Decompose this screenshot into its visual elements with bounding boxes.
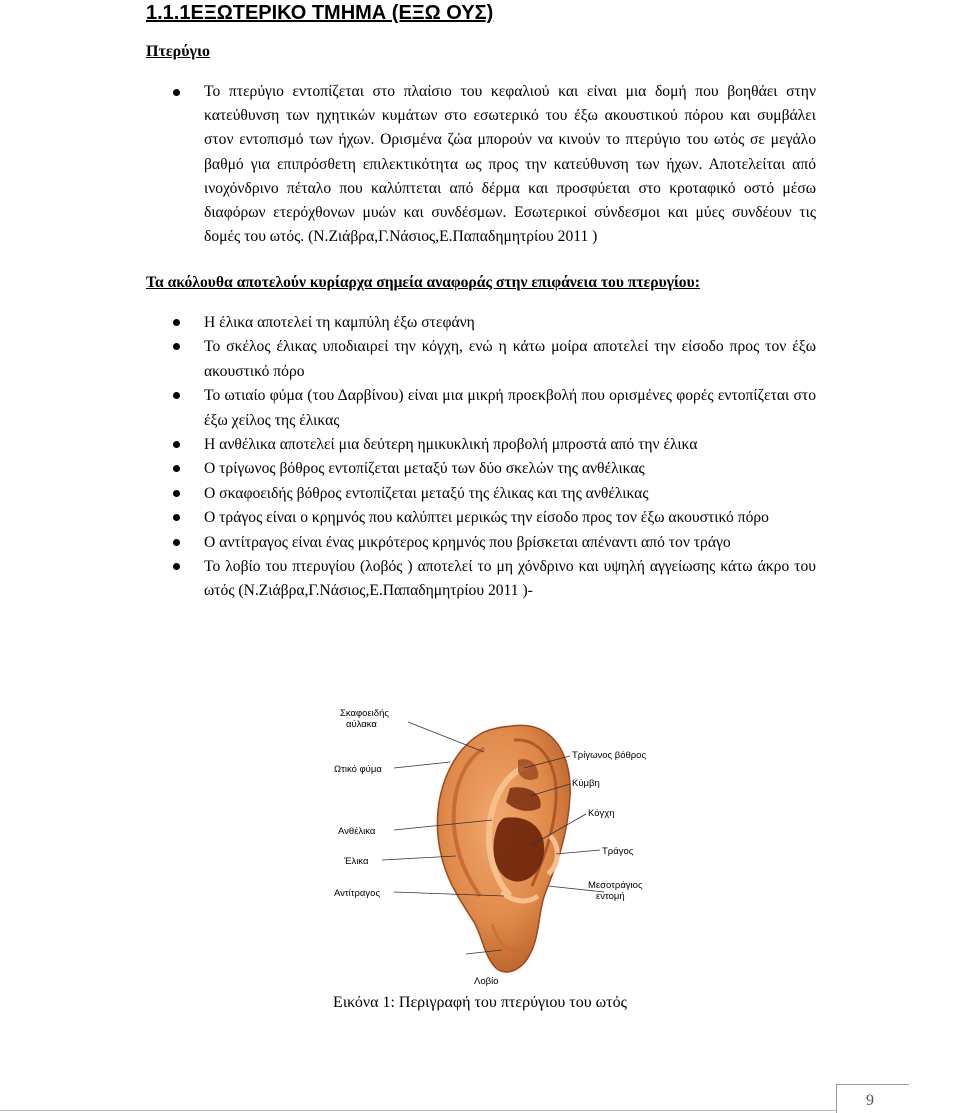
- list-item: [204, 335, 816, 384]
- label-cymba: Κύμβη: [572, 778, 600, 789]
- list-item: [204, 531, 816, 555]
- bullet-icon: [173, 441, 180, 448]
- list-item: [204, 555, 816, 604]
- ear-diagram: [334, 696, 654, 992]
- list-item-text: Η έλικα αποτελεί τη καμπύλη έξω στεφάνη: [204, 314, 475, 331]
- bullet-icon: [173, 89, 180, 96]
- label-concha: Κόγχη: [588, 808, 615, 819]
- list-item: [204, 384, 816, 433]
- label-antitragus: Αντίτραγος: [334, 888, 381, 899]
- list-item: [204, 506, 816, 530]
- label-scaphoid-2: αύλακα: [346, 719, 377, 730]
- bullet-icon: [173, 490, 180, 497]
- list-item-text: Ο αντίτραγος είναι ένας μικρότερος κρημνός που βρίσκεται απέναντι από τον τράγο: [204, 533, 731, 551]
- section-heading: 1.1.1ΕΞΩΤΕΡΙΚΟ ΤΜΗΜΑ (ΕΞΩ ΟΥΣ): [146, 2, 494, 24]
- list-item-text: Ο τρίγωνος βόθρος εντοπίζεται μεταξύ των δύο σκελών της ανθέλικας: [204, 460, 645, 478]
- list-item: [204, 457, 816, 481]
- label-intertragic-2: εντομή: [596, 891, 625, 902]
- list-item-text: Το ωτιαίο φύμα (του Δαρβίνου) είναι μια μικρή προεκβολή που ορισμένες φορές εντοπίζεται στο έξω χείλος της έλικας: [204, 387, 816, 429]
- bullet-icon: [173, 514, 180, 521]
- label-antihelix: Ανθέλικα: [338, 826, 376, 837]
- bullet-icon: [173, 539, 180, 546]
- list-item: [204, 482, 816, 506]
- page-number: 9: [866, 1092, 874, 1109]
- ear-figure: [334, 696, 654, 992]
- intro-paragraph: Το πτερύγιο εντοπίζεται στο πλαίσιο του κεφαλιού και είναι μια δομή που βοηθάει στην κατεύθυνση των ηχητικών κυμάτων στο εσωτερικό του έξω ακουστικού πόρου και συμβάλει στον εντοπισμό των ήχων. Ορισμένα ζώα μπορούν να κινούν το πτερύγιο του ωτός σε μεγάλο βαθμό για επιπρόσθετη επιλεκτικότητα ως προς την κατεύθυνση των ήχων. Αποτελείται από ινοχόνδρινο πέταλο που καλύπτεται από δέρμα και προσφύεται στο κροταφικό οστό μέσω διαφόρων ετερόχθονων μυών και συνδέσμων. Εσωτερικοί σύνδεσμοι και μύες συνδέουν τις δομές του ωτός. (Ν.Ζιάβρα,Γ.Νάσιος,Ε.Παπαδημητρίου 2011 ): [204, 83, 816, 246]
- label-lobule: Λοβίο: [474, 976, 499, 987]
- bullet-icon: [173, 465, 180, 472]
- label-tragus: Τράγος: [602, 846, 634, 857]
- list-item: [204, 80, 816, 249]
- list-item-text: Το λοβίο του πτερυγίου (λοβός ) αποτελεί το μη χόνδρινο και υψηλή αγγείωσης κάτω άκρο του ωτός (Ν.Ζιάβρα,Γ.Νάσιος,Ε.Παπαδημητρίου 2011 )-: [204, 558, 816, 600]
- list-item-text: Η ανθέλικα αποτελεί μια δεύτερη ημικυκλική προβολή μπροστά από την έλικα: [204, 436, 698, 454]
- intro-block: [204, 80, 816, 249]
- bullet-icon: [173, 343, 180, 350]
- list-item: [204, 433, 816, 457]
- label-darwin: Ωτικό φύμα: [334, 764, 382, 775]
- subsection-heading: Πτερύγιο: [146, 43, 210, 60]
- list-item-text: Ο τράγος είναι ο κρημνός που καλύπτει μερικώς την είσοδο προς τον έξω ακουστικό πόρο: [204, 509, 769, 527]
- bullet-icon: [173, 563, 180, 570]
- figure-caption: Εικόνα 1: Περιγραφή του πτερύγιου του ωτός: [333, 994, 627, 1011]
- landmarks-heading: Τα ακόλουθα αποτελούν κυρίαρχα σημεία αναφοράς στην επιφάνεια του πτερυγίου:: [146, 274, 700, 291]
- bullet-icon: [173, 392, 180, 399]
- footer-divider: [0, 1110, 836, 1111]
- label-scaphoid: Σκαφοειδής: [340, 708, 389, 719]
- label-helix: Έλικα: [344, 856, 369, 867]
- list-item-text: Ο σκαφοειδής βόθρος εντοπίζεται μεταξύ της έλικας και της ανθέλικας: [204, 484, 649, 502]
- label-intertragic: Μεσοτράγιος: [588, 880, 643, 891]
- list-item: [204, 311, 816, 335]
- list-item-text: Το σκέλος έλικας υποδιαιρεί την κόγχη, ενώ η κάτω μοίρα αποτελεί την είσοδο προς τον έξω ακουστικό πόρο: [204, 338, 816, 380]
- label-triangular: Τρίγωνος βόθρος: [572, 750, 647, 761]
- bullet-icon: [173, 319, 180, 326]
- landmarks-list: [204, 311, 816, 604]
